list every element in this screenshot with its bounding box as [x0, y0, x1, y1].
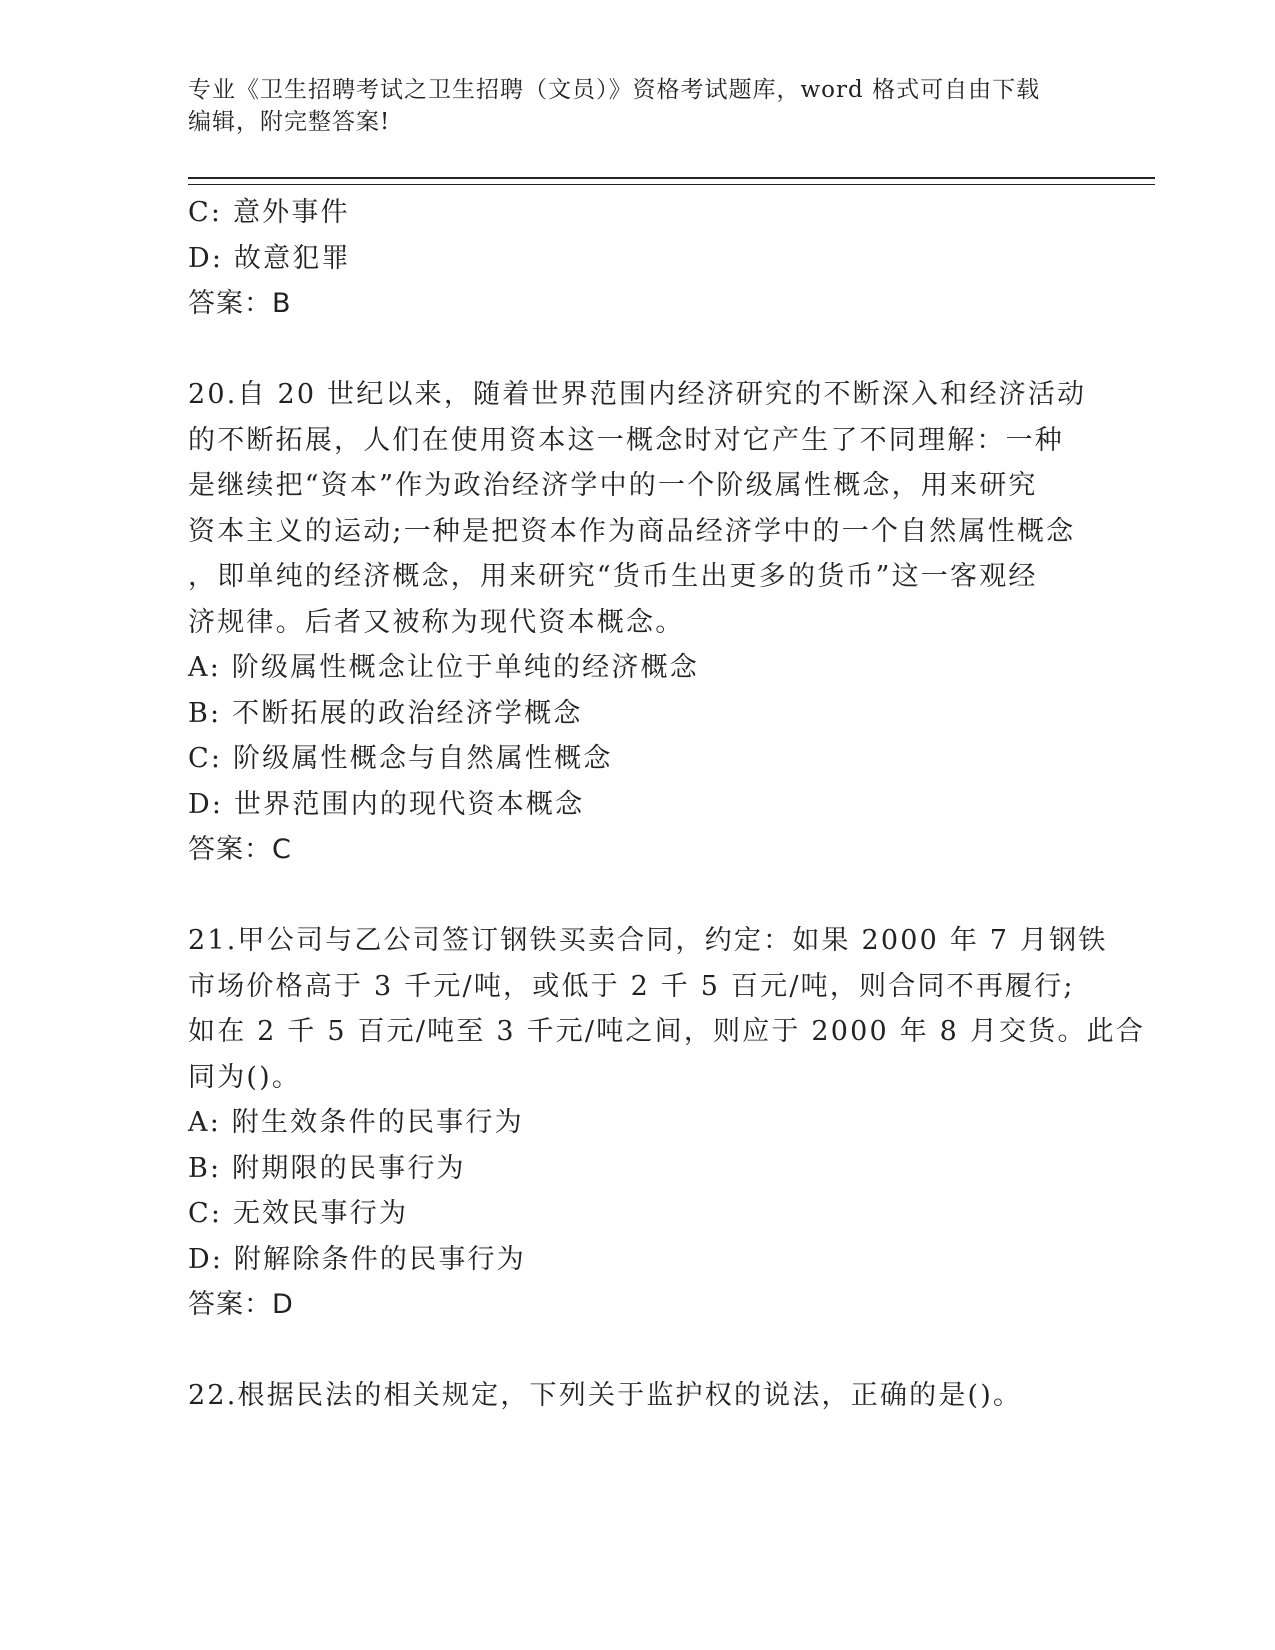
question-text-line: 济规律。后者又被称为现代资本概念。: [188, 606, 685, 638]
option-c: C: 意外事件: [188, 197, 350, 228]
option-a: A: 附生效条件的民事行为: [188, 1107, 524, 1138]
header-line-1: 专业《卫生招聘考试之卫生招聘（文员）》资格考试题库，word 格式可自由下载: [188, 77, 1041, 103]
question-text-line: 是继续把“资本”作为政治经济学中的一个阶级属性概念，用来研究: [188, 470, 1038, 501]
question-22: [188, 1373, 1088, 1419]
header-divider-thin: [188, 184, 1155, 185]
answer-line: 答案：D: [188, 1289, 294, 1320]
question-text-line: 20.自 20 世纪以来，随着世界范围内经济研究的不断深入和经济活动: [188, 379, 1087, 410]
question-text-line: 22.根据民法的相关规定，下列关于监护权的说法，正确的是()。: [188, 1380, 1023, 1411]
document-body: [188, 190, 1146, 1419]
spacer: [188, 327, 1088, 373]
answer-line: 答案：C: [188, 834, 292, 865]
spacer: [188, 873, 1088, 919]
option-d: D: 附解除条件的民事行为: [188, 1243, 526, 1275]
option-b: B: 不断拓展的政治经济学概念: [188, 697, 583, 729]
question-text-line: ，即单纯的经济概念，用来研究“货币生出更多的货币”这一客观经: [188, 561, 1038, 592]
answer-line: 答案：B: [188, 288, 292, 319]
question-text-line: 如在 2 千 5 百元/吨至 3 千元/吨之间，则应于 2000 年 8 月交货。此合: [188, 1016, 1146, 1047]
question-text-line: 资本主义的运动;一种是把资本作为商品经济学中的一个自然属性概念: [188, 515, 1076, 547]
option-d: D: 故意犯罪: [188, 242, 351, 274]
question-text-line: 同为()。: [188, 1061, 302, 1093]
option-c: C: 阶级属性概念与自然属性概念: [188, 743, 613, 774]
spacer: [188, 1328, 1088, 1374]
option-d: D: 世界范围内的现代资本概念: [188, 788, 585, 820]
question-text-line: 21.甲公司与乙公司签订钢铁买卖合同，约定：如果 2000 年 7 月钢铁: [188, 925, 1108, 956]
question-20: [188, 372, 1088, 873]
option-c: C: 无效民事行为: [188, 1198, 409, 1229]
question-text-line: 的不断拓展，人们在使用资本这一概念时对它产生了不同理解：一种: [188, 424, 1064, 456]
option-b: B: 附期限的民事行为: [188, 1152, 466, 1184]
option-a: A: 阶级属性概念让位于单纯的经济概念: [188, 652, 699, 683]
document-header: [188, 74, 1088, 138]
question-text-line: 市场价格高于 3 千元/吨，或低于 2 千 5 百元/吨，则合同不再履行;: [188, 970, 1075, 1002]
question-21: [188, 918, 1146, 1328]
previous-question-tail: [188, 190, 1088, 327]
header-divider-thick: [188, 177, 1155, 179]
header-line-2: 编辑，附完整答案!: [188, 109, 391, 135]
